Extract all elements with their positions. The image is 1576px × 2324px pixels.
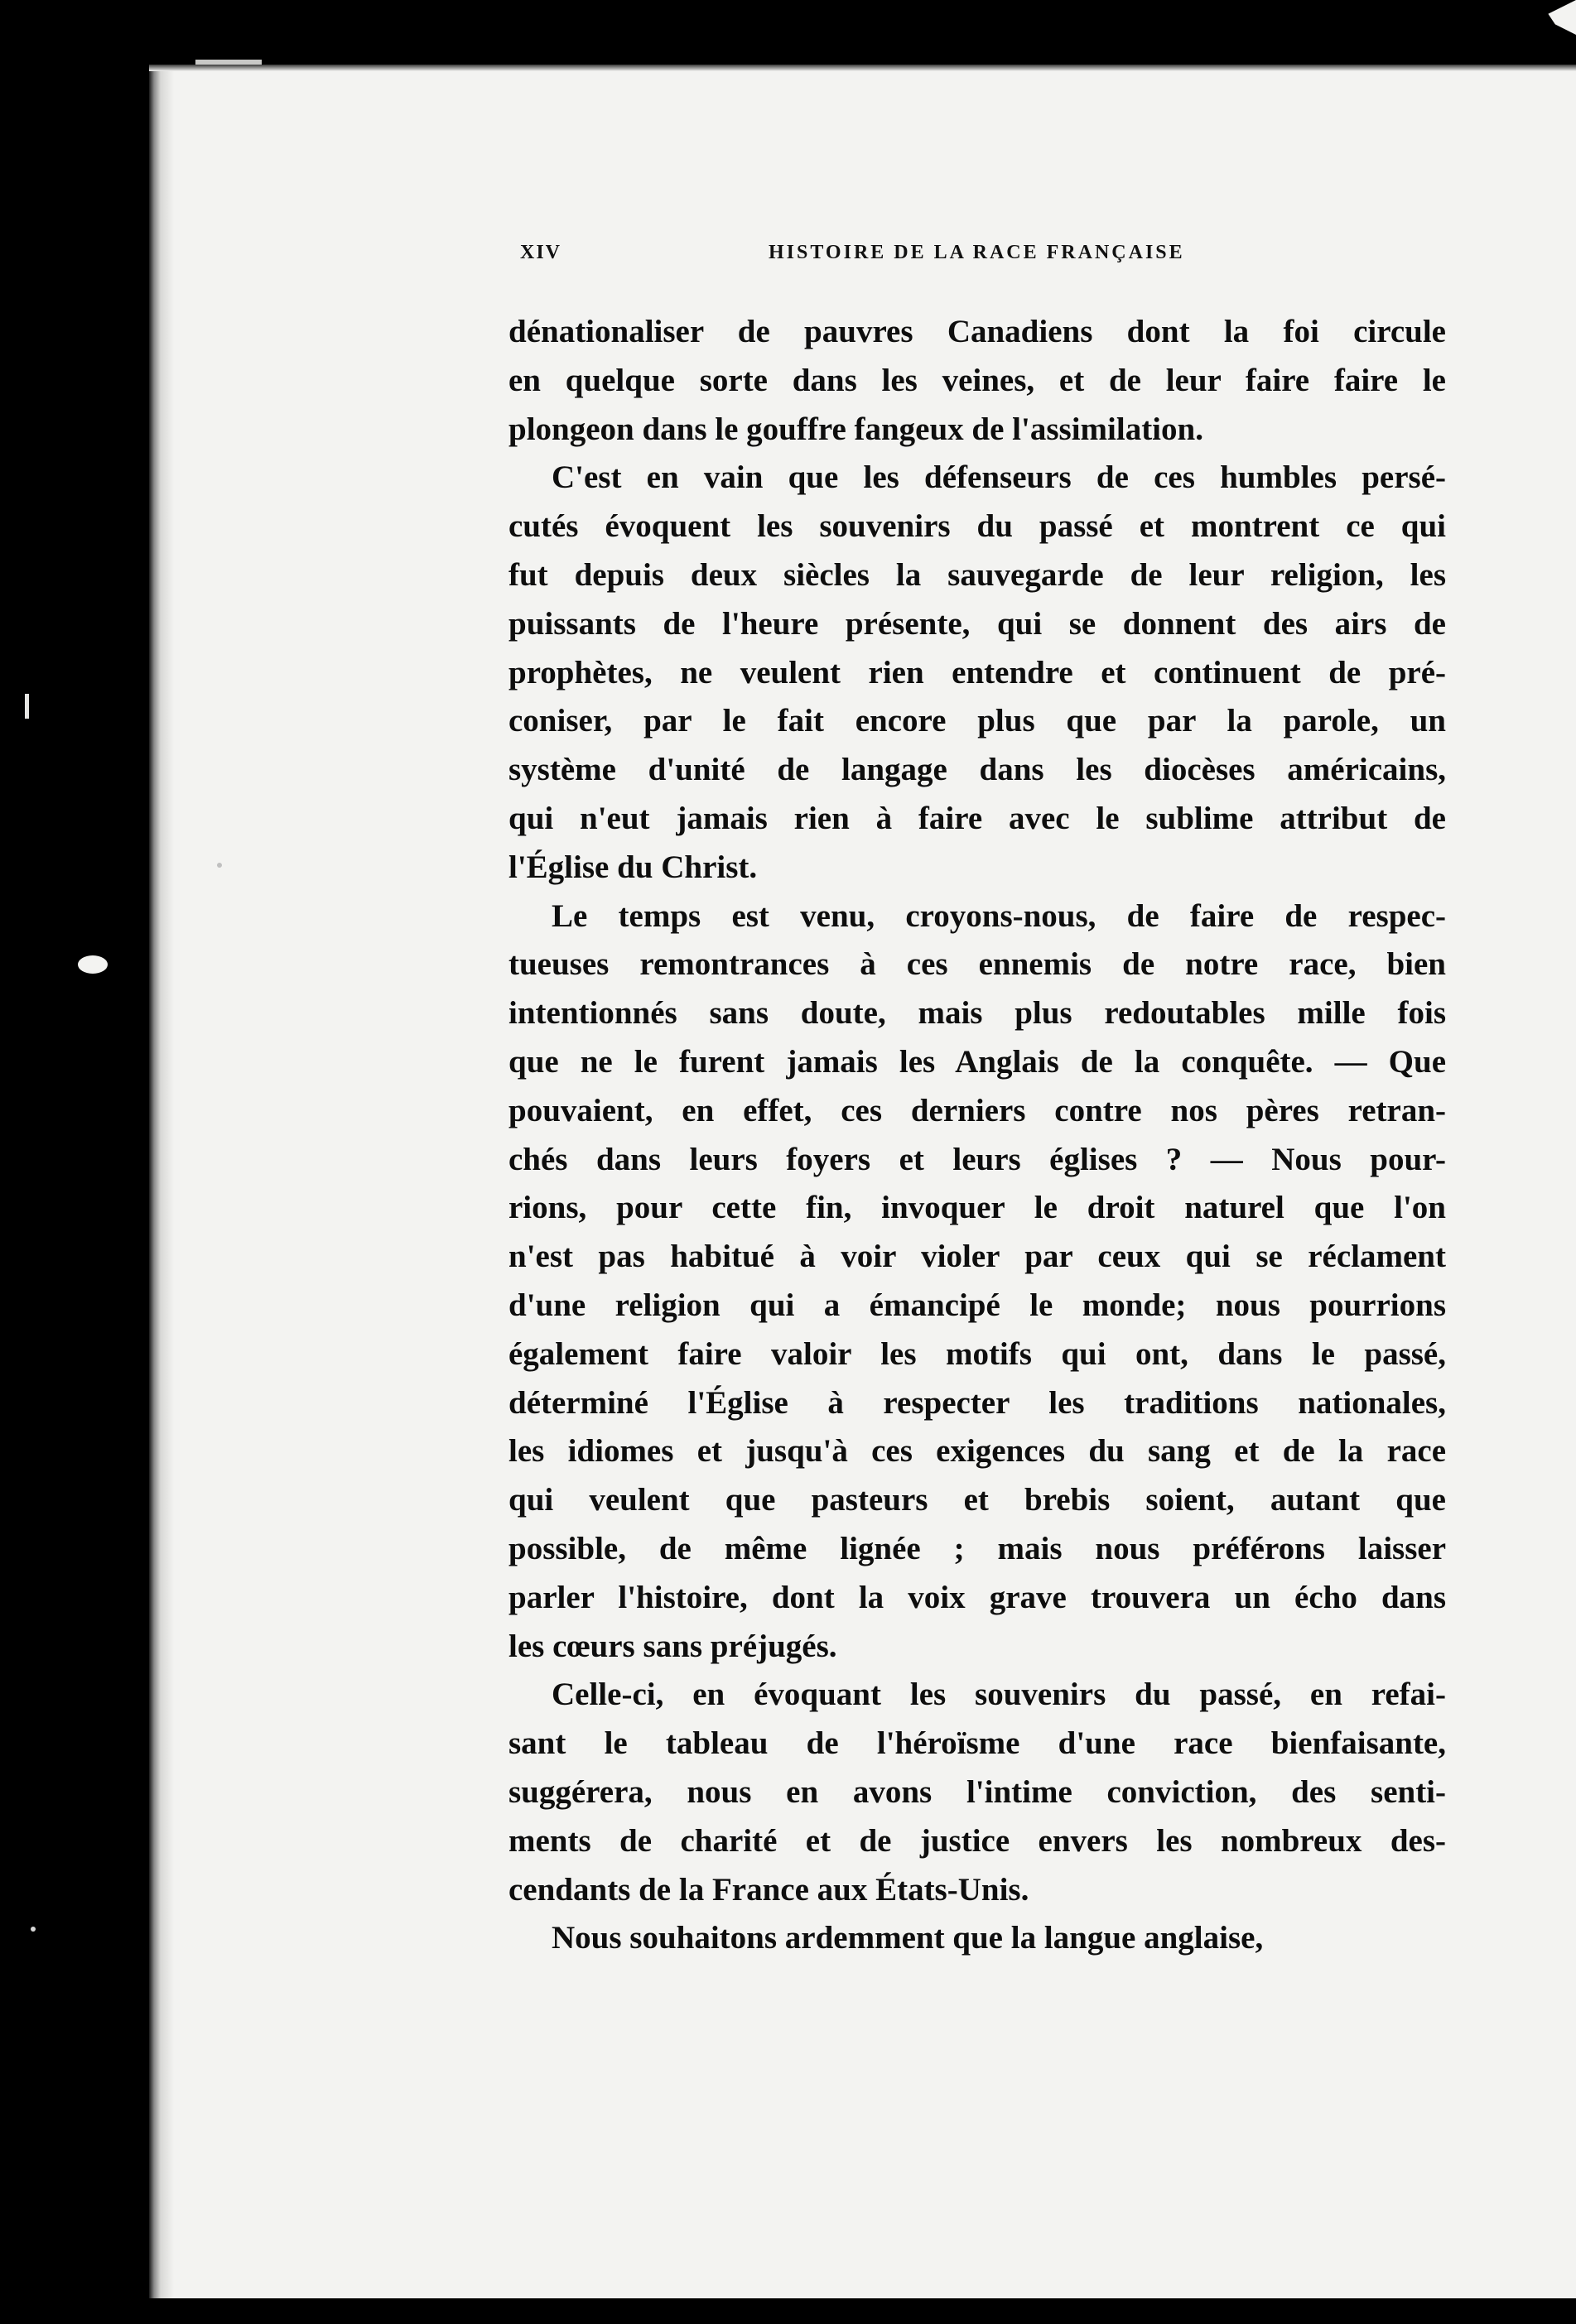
text-line: sant le tableau de l'héroïsme d'une race bienfaisante, — [508, 1725, 1446, 1762]
page-binding-edge — [149, 65, 174, 2298]
paragraph — [508, 1671, 1446, 1914]
text-line: intentionnés sans doute, mais plus redoutables mille fois — [508, 995, 1446, 1032]
text-line: cutés évoquent les souvenirs du passé et montrent ce qui — [508, 508, 1446, 545]
text-line: cendants de la France aux États-Unis. — [508, 1871, 1029, 1908]
paragraph — [508, 308, 1446, 454]
text-line: en quelque sorte dans les veines, et de leur faire faire le — [508, 362, 1446, 398]
text-line: ments de charité et de justice envers les nombreux des- — [508, 1822, 1446, 1859]
page-top-edge — [149, 65, 1576, 71]
text-line: également faire valoir les motifs qui ont, dans le passé, — [508, 1335, 1446, 1372]
text-line: les cœurs sans préjugés. — [508, 1628, 837, 1664]
text-line: pouvaient, en effet, ces derniers contre nos pères retran- — [508, 1092, 1446, 1128]
text-line: n'est pas habitué à voir violer par ceux qui se réclament — [508, 1239, 1446, 1275]
speck-2 — [25, 694, 29, 719]
text-line: coniser, par le fait encore plus que par la parole, un — [508, 703, 1446, 739]
text-line: Le temps est venu, croyons-nous, de faire de respec- — [552, 897, 1446, 934]
speck-3 — [78, 955, 108, 974]
speck-5 — [31, 1927, 36, 1932]
text-line: parler l'histoire, dont la voix grave trouvera un écho dans — [508, 1579, 1446, 1615]
text-line: qui n'eut jamais rien à faire avec le sublime attribut de — [508, 800, 1446, 836]
text-line: Celle-ci, en évoquant les souvenirs du passé, en refai- — [552, 1677, 1446, 1713]
text-line: système d'unité de langage dans les diocèses américains, — [508, 752, 1446, 788]
text-line: que ne le furent jamais les Anglais de la conquête. — Que — [508, 1043, 1446, 1080]
text-line: possible, de même lignée ; mais nous préférons laisser — [508, 1530, 1446, 1566]
text-line: dénationaliser de pauvres Canadiens dont la foi circule — [508, 314, 1446, 349]
corner-artifact — [1541, 0, 1576, 35]
paragraph — [508, 1914, 1446, 1963]
text-line: prophètes, ne veulent rien entendre et continuent de pré- — [508, 654, 1446, 690]
running-title: HISTOIRE DE LA RACE FRANÇAISE — [769, 242, 1185, 263]
text-line: rions, pour cette fin, invoquer le droit naturel que l'on — [508, 1190, 1446, 1226]
text-line: déterminé l'Église à respecter les traditions nationales, — [508, 1384, 1446, 1421]
text-line: les idiomes et jusqu'à ces exigences du sang et de la race — [508, 1433, 1446, 1470]
text-line: qui veulent que pasteurs et brebis soient, autant que — [508, 1482, 1446, 1518]
text-line: Nous souhaitons ardemment que la langue anglaise, — [552, 1920, 1264, 1956]
text-line: plongeon dans le gouffre fangeux de l'assimilation. — [508, 411, 1203, 447]
text-line: l'Église du Christ. — [508, 849, 758, 885]
text-line: chés dans leurs foyers et leurs églises ? — Nous pour- — [508, 1141, 1446, 1177]
text-line: d'une religion qui a émancipé le monde; nous pourrions — [508, 1287, 1446, 1323]
text-line: C'est en vain que les défenseurs de ces humbles persé- — [552, 460, 1446, 496]
text-line: fut depuis deux siècles la sauvegarde de leur religion, les — [508, 556, 1446, 593]
text-line: tueuses remontrances à ces ennemis de notre race, bien — [508, 946, 1446, 983]
text-line: puissants de l'heure présente, qui se donnent des airs de — [508, 605, 1446, 642]
paragraph — [508, 454, 1446, 892]
body-text — [508, 308, 1446, 1963]
paragraph — [508, 893, 1446, 1672]
page-number: XIV — [520, 242, 562, 263]
text-line: suggérera, nous en avons l'intime conviction, des senti- — [508, 1773, 1446, 1810]
